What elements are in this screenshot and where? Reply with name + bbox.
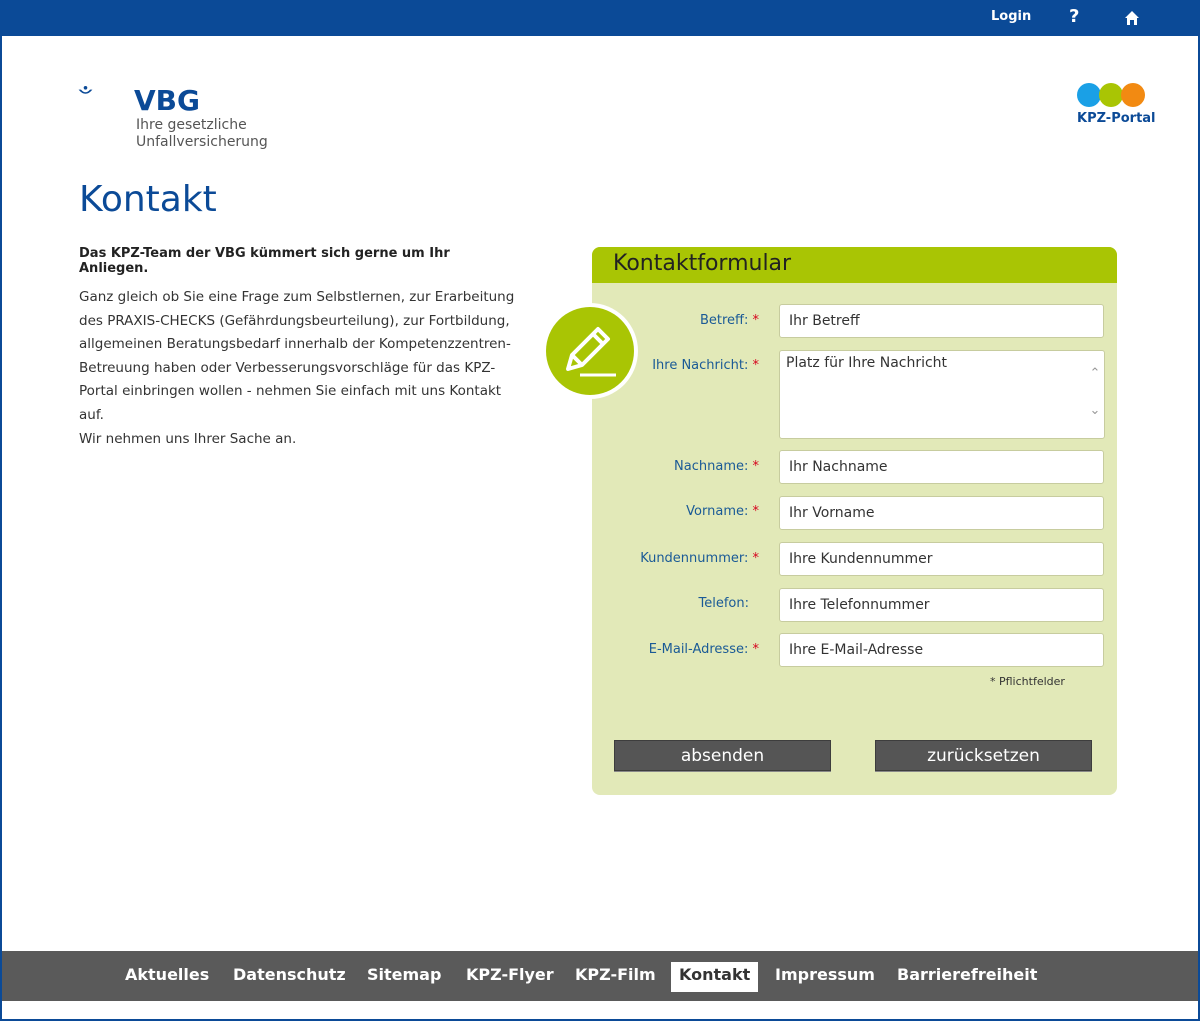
textarea-scroll-down-icon[interactable]: ⌄	[1089, 403, 1101, 418]
nachricht-label: Ihre Nachricht: *	[652, 358, 759, 373]
intro-line: Portal einbringen wollen - nehmen Sie einfach mit uns Kontakt	[79, 383, 502, 400]
footer-link-datenschutz[interactable]: Datenschutz	[233, 965, 346, 984]
footer-link-kpz-flyer[interactable]: KPZ-Flyer	[466, 965, 554, 984]
footer-link-impressum[interactable]: Impressum	[775, 965, 875, 984]
intro-line: auf.	[79, 406, 104, 423]
footer-link-barrierefreiheit[interactable]: Barrierefreiheit	[897, 965, 1038, 984]
vbg-tagline-line1: Ihre gesetzliche	[136, 117, 247, 133]
kundennummer-label: Kundennummer: *	[640, 551, 759, 566]
telefon-label: Telefon:	[698, 596, 749, 611]
footer-link-kontakt[interactable]: Kontakt	[671, 962, 758, 992]
betreff-label: Betreff: *	[699, 313, 759, 328]
required-mark: *	[752, 313, 759, 328]
intro-heading: Das KPZ-Team der VBG kümmert sich gerne um Ihr Anliegen.	[79, 246, 450, 276]
vbg-logo-icon	[78, 78, 138, 118]
telefon-input[interactable]	[779, 588, 1104, 622]
nachname-input[interactable]	[779, 450, 1104, 484]
intro-line: allgemeinen Beratungsbedarf innerhalb der Kompetenzzentren-	[79, 336, 511, 353]
page-title: Kontakt	[79, 179, 217, 220]
help-icon[interactable]: ?	[1069, 6, 1080, 27]
intro-line: Ganz gleich ob Sie eine Frage zum Selbstlernen, zur Erarbeitung	[79, 289, 515, 305]
vbg-tagline-line2: Unfallversicherung	[136, 134, 268, 150]
intro-text	[79, 286, 519, 451]
kpz-portal-logo-icon	[1076, 82, 1146, 108]
intro-line: des PRAXIS-CHECKS (Gefährdungsbeurteilung), zur Fortbildung,	[79, 312, 510, 329]
required-mark: *	[752, 551, 759, 566]
reset-button[interactable]: zurücksetzen	[875, 740, 1092, 771]
footer-link-kpz-film[interactable]: KPZ-Film	[575, 965, 656, 984]
required-mark: *	[752, 642, 759, 657]
betreff-input[interactable]	[779, 304, 1104, 338]
kpz-portal-label: KPZ-Portal	[1077, 111, 1156, 126]
submit-button[interactable]: absenden	[614, 740, 831, 771]
form-header	[592, 247, 1117, 283]
nachname-label: Nachname: *	[674, 459, 759, 474]
form-title: Kontaktformular	[613, 251, 792, 276]
intro-line: Wir nehmen uns Ihrer Sache an.	[79, 430, 297, 447]
vorname-input[interactable]	[779, 496, 1104, 530]
required-mark: *	[752, 358, 759, 373]
login-link[interactable]: Login	[991, 9, 1032, 24]
required-mark: *	[752, 459, 759, 474]
footer-bottom-strip	[2, 1001, 1198, 1019]
nachricht-textarea[interactable]	[779, 350, 1105, 439]
required-mark: *	[752, 504, 759, 519]
footer-link-sitemap[interactable]: Sitemap	[367, 965, 442, 984]
email-label: E-Mail-Adresse: *	[648, 642, 759, 657]
intro-line: Betreuung haben oder Verbesserungsvorschläge für das KPZ-	[79, 359, 496, 376]
footer-link-aktuelles[interactable]: Aktuelles	[125, 965, 210, 984]
vorname-label: Vorname: *	[686, 504, 759, 519]
textarea-scroll-up-icon[interactable]: ⌃	[1089, 366, 1101, 381]
vbg-tagline	[136, 117, 268, 151]
email-input[interactable]	[779, 633, 1104, 667]
kundennummer-input[interactable]	[779, 542, 1104, 576]
vbg-logo-text: VBG	[134, 84, 200, 117]
required-fields-note: * Pflichtfelder	[990, 675, 1065, 688]
